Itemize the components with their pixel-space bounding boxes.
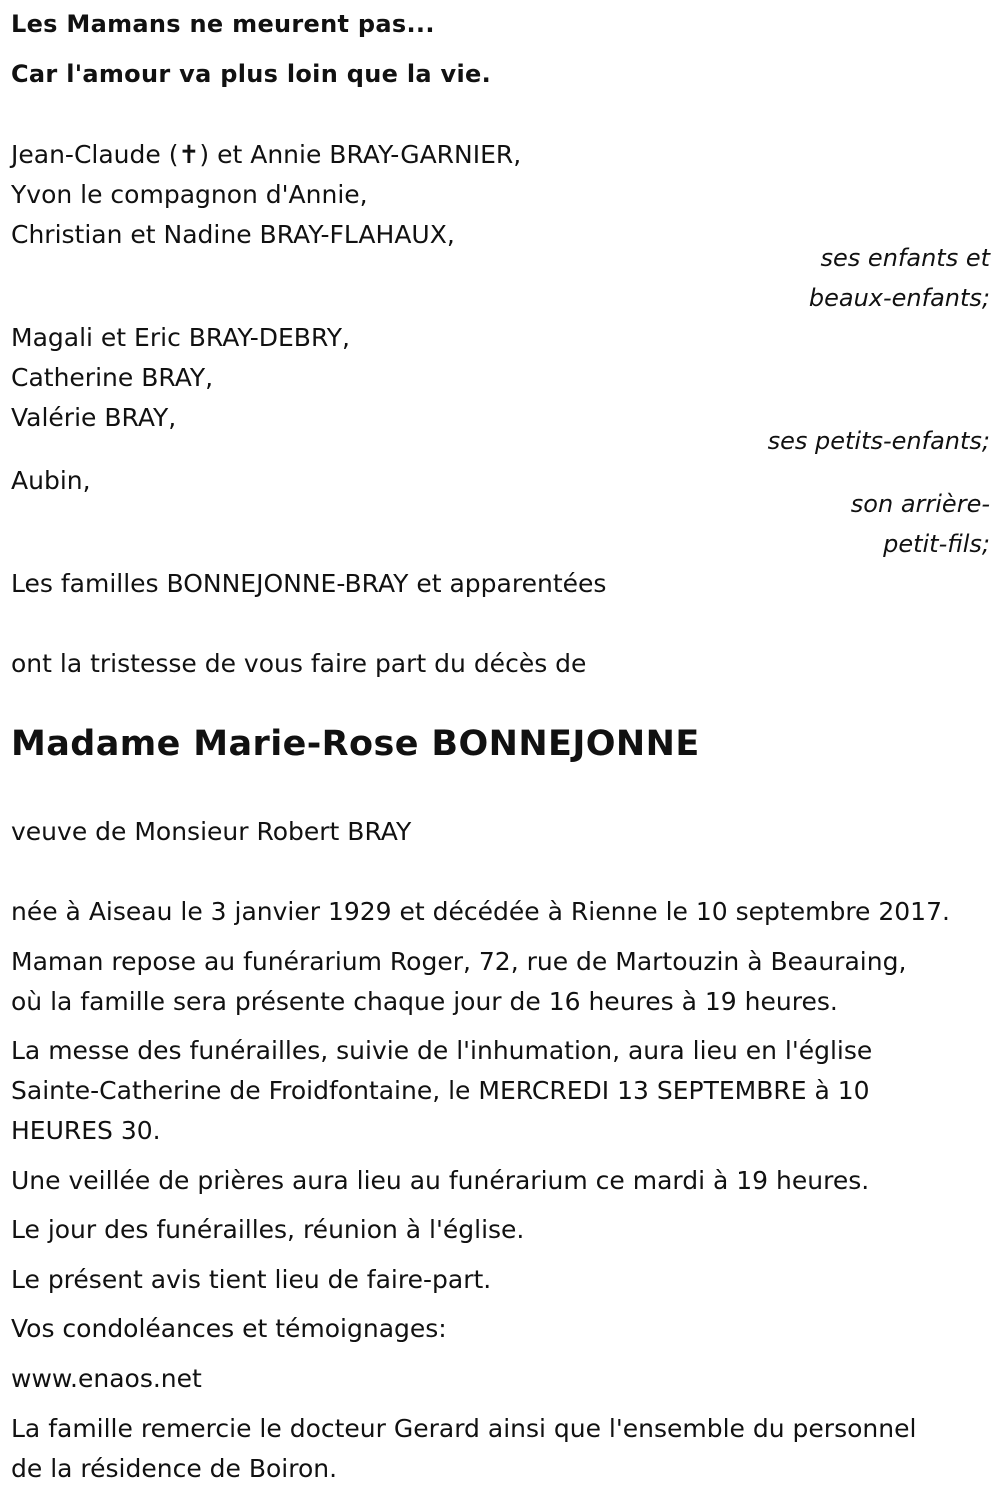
children-relation-line-2: beaux-enfants; [808, 284, 990, 312]
funeral-line-2: Sainte-Catherine de Froidfontaine, le MERCREDI 13 SEPTEMBRE à 10 [11, 1076, 870, 1105]
grandchild-name: Valérie BRAY, [11, 403, 177, 432]
notice-paragraph: Le présent avis tient lieu de faire-part. [11, 1265, 492, 1294]
child-name: Christian et Nadine BRAY-FLAHAUX, [11, 220, 455, 249]
child-name: Yvon le compagnon d'Annie, [11, 180, 368, 209]
grandchild-name: Catherine BRAY, [11, 363, 214, 392]
birth-death-paragraph: née à Aiseau le 3 janvier 1929 et décédée à Rienne le 10 septembre 2017. [11, 897, 950, 926]
vigil-paragraph: Une veillée de prières aura lieu au funérarium ce mardi à 19 heures. [11, 1166, 870, 1195]
epigraph-line-2: Car l'amour va plus loin que la vie. [11, 60, 491, 88]
deceased-name: Madame Marie-Rose BONNEJONNE [11, 724, 700, 764]
announcement-line: ont la tristesse de vous faire part du décès de [11, 649, 587, 678]
thanks-line-2: de la résidence de Boiron. [11, 1454, 338, 1483]
website-link[interactable]: www.enaos.net [11, 1364, 202, 1393]
gathering-paragraph: Le jour des funérailles, réunion à l'église. [11, 1215, 525, 1244]
condolences-paragraph: Vos condoléances et témoignages: [11, 1314, 447, 1343]
children-relation-line-1: ses enfants et [820, 244, 990, 272]
funeral-line-3: HEURES 30. [11, 1116, 161, 1145]
great-grandchild-relation-line-1: son arrière- [850, 490, 990, 518]
widow-of-line: veuve de Monsieur Robert BRAY [11, 817, 412, 846]
child-name: Jean-Claude (✝) et Annie BRAY-GARNIER, [11, 140, 522, 169]
great-grandchild-name: Aubin, [11, 466, 91, 495]
grandchildren-relation: ses petits-enfants; [767, 427, 990, 455]
epigraph-line-1: Les Mamans ne meurent pas... [11, 10, 435, 38]
thanks-line-1: La famille remercie le docteur Gerard ainsi que l'ensemble du personnel [11, 1414, 917, 1443]
great-grandchild-relation-line-2: petit-fils; [883, 530, 990, 558]
rest-place-line-2: où la famille sera présente chaque jour de 16 heures à 19 heures. [11, 987, 838, 1016]
families-line: Les familles BONNEJONNE-BRAY et apparentées [11, 569, 607, 598]
rest-place-line-1: Maman repose au funérarium Roger, 72, rue de Martouzin à Beauraing, [11, 947, 907, 976]
funeral-line-1: La messe des funérailles, suivie de l'inhumation, aura lieu en l'église [11, 1036, 873, 1065]
grandchild-name: Magali et Eric BRAY-DEBRY, [11, 323, 350, 352]
